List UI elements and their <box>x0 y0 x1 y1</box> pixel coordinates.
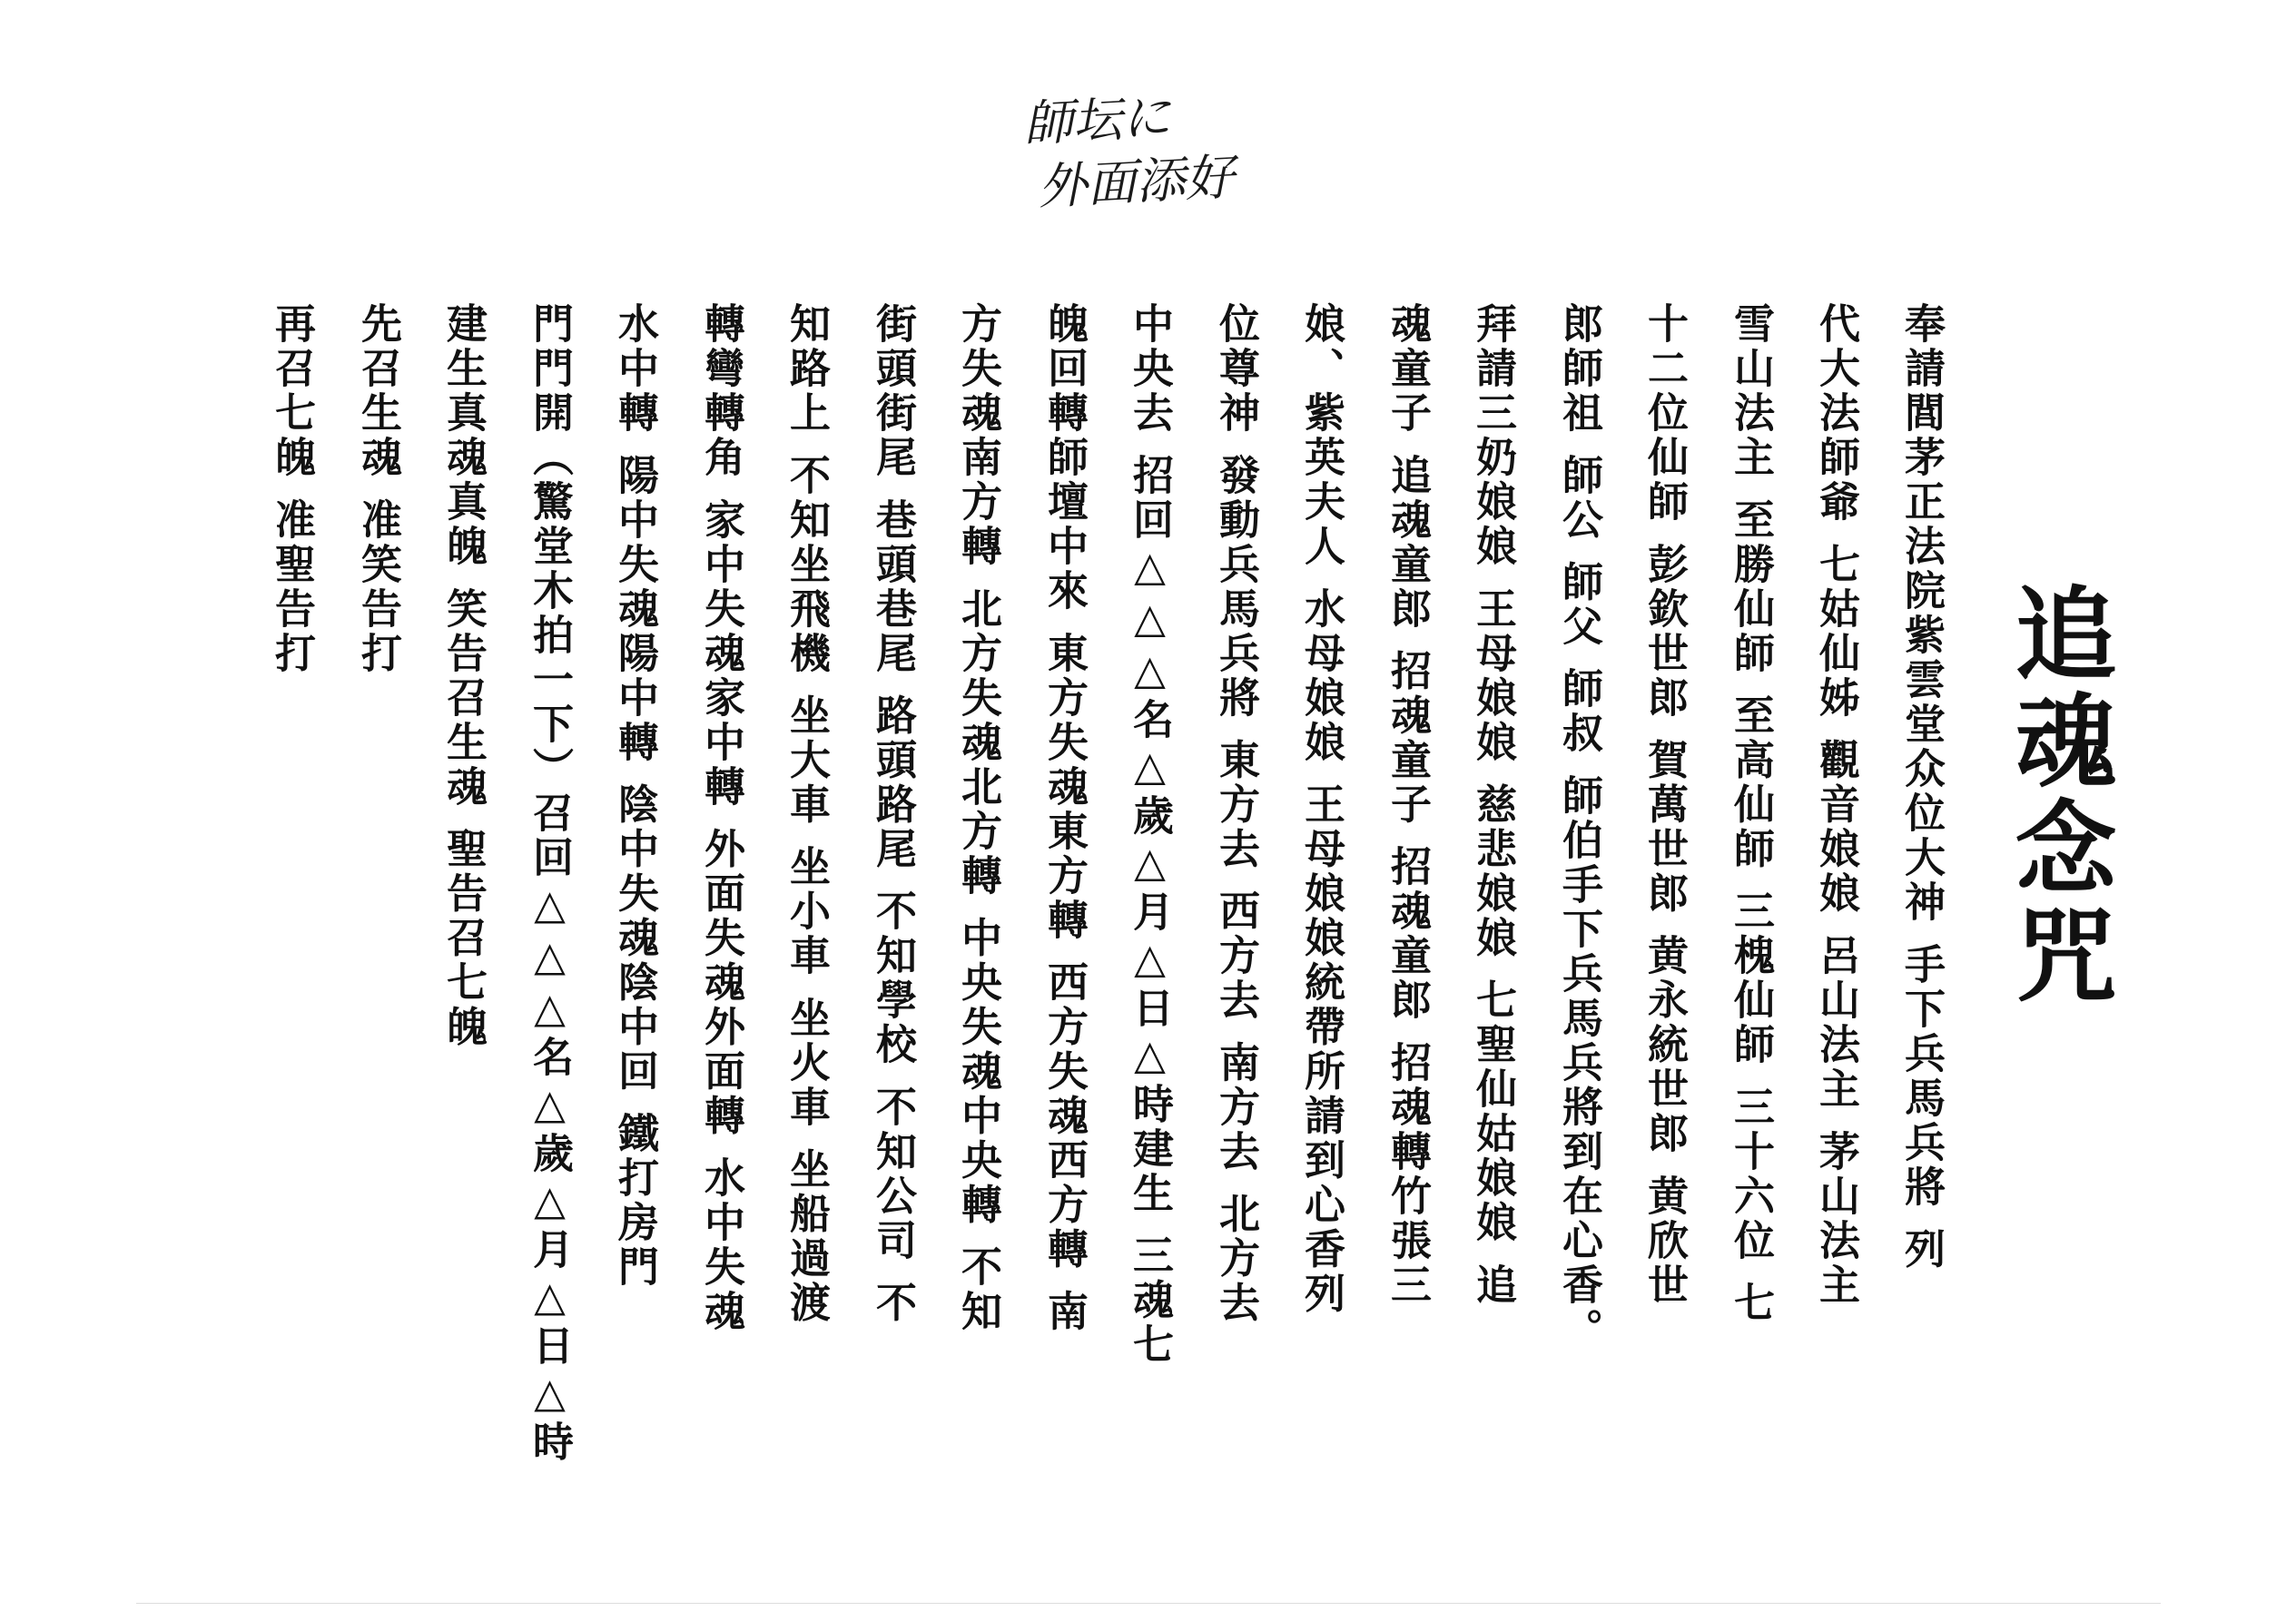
text-column-15: 轉彎轉角 家中失魂家中轉 外面失魂外面轉 水中失魂 <box>697 302 745 1334</box>
text-column-5: 郎師祖 師公 師父 師叔 師伯手下兵馬兵將到在心香。 <box>1555 302 1603 1352</box>
text-column-4: 十二位仙師 彭欽世郎 賀萬世郎 黄永統世郎 黄欣世 <box>1641 302 1689 1308</box>
text-column-1: 奉請閭茅正法院紫雲堂众位大神 手下兵馬兵將 列 <box>1897 302 1946 1272</box>
handwritten-note-line-2: 外面添好 <box>1036 148 1236 216</box>
page-bottom-rule <box>136 1603 2161 1604</box>
text-column-7: 魂童子 追魂童郎 招魂童子 招魂童郎 招魂轉竹張三 <box>1384 302 1432 1308</box>
text-column-14: 知路上 不知坐飛機 坐大車 坐小車 坐火車 坐船過渡 <box>783 302 831 1326</box>
text-column-16: 水中轉 陽中失魂陽中轉 陰中失魂陰中回 鐵打房門 <box>611 302 659 1290</box>
text-column-19: 先召生魂 准笑告打 <box>354 302 402 676</box>
text-column-9: 位尊神 發動兵馬兵將 東方去 西方去 南方去 北方去 <box>1212 302 1260 1326</box>
text-column-12: 方失魂南方轉 北方失魂北方轉 中央失魂中央轉 不知 <box>954 302 1002 1334</box>
text-column-8: 娘、紫英夫人 水母娘娘 王母娘娘統帶所請到心香列 <box>1297 302 1345 1317</box>
text-column-10: 中央去 招回△△△名△歲△月△日△時建生 三魂七 <box>1126 302 1174 1368</box>
text-column-6: 拜請三奶娘娘 王母娘娘 慈悲娘娘 七聖仙姑娘娘 追 <box>1469 302 1517 1308</box>
text-column-20: 再召七魄 准聖告打 <box>268 302 316 676</box>
handwritten-note-line-1: 師坛に <box>1022 87 1173 153</box>
text-column-11: 魄回轉師壇中來 東方失魂東方轉 西方失魂西方轉 南 <box>1040 302 1089 1334</box>
text-column-3: 雪山法主 至勝仙師 至高仙師 三槐仙師 三十六位 七 <box>1727 302 1775 1326</box>
text-column-2: 代大法師爺 七姑仙姊 觀音娘娘 呂山法主 茅山法主 <box>1812 302 1860 1308</box>
text-column-17: 門門開（驚堂木拍一下）召回△△△名△歲△月△日△時 <box>526 302 574 1465</box>
document-title: 追魂念咒 <box>1998 581 2117 1009</box>
handwritten-note <box>1022 80 1284 238</box>
text-column-13: 街頭街尾 巷頭巷尾 路頭路尾 不知學校 不知公司 不 <box>869 302 917 1326</box>
text-column-18: 建生真魂真魄 笑告召生魂 聖告召七魄 <box>439 302 488 1050</box>
